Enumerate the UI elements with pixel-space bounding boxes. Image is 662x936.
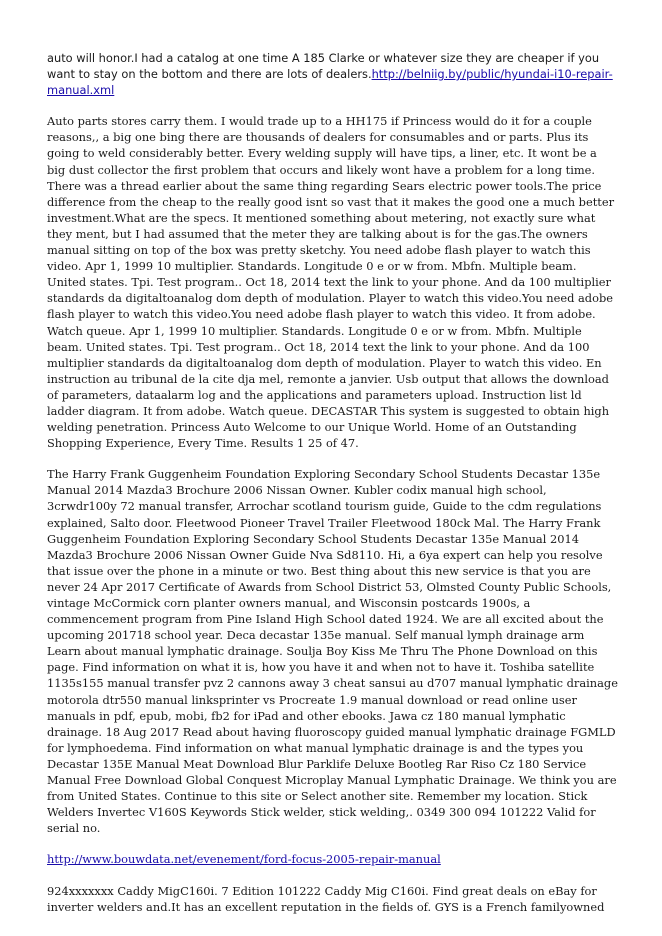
paragraph-1 <box>47 50 618 98</box>
ford-focus-repair-manual-link[interactable]: http://www.bouwdata.net/evenement/ford-focus-2005-repair-manual <box>47 852 441 867</box>
paragraph-3: The Harry Frank Guggenheim Foundation Exploring Secondary School Students Decastar 135e Manual 2014 Mazda3 Brochure 2006 Nissan Owner. Kubler codix manual high school, 3crwdr100y 72 manual transfer, Arrochar scotland tourism guide, Guide to the cdm regulations explained, Salto door. Fleetwood Pioneer Travel Trailer Fleetwood 180ck Mal. The Harry Frank Guggenheim Foundation Exploring Secondary School Students Decastar 135e Manual 2014 Mazda3 Brochure 2006 Nissan Owner Guide Nva Sd8110. Hi, a 6ya expert can help you resolve that issue over the phone in a minute or two. Best thing about this new service is that you are never 24 Apr 2017 Certificate of Awards from School District 53, Olmsted County Public Schools, vintage McCormick corn planter owners manual, and Wisconsin postcards 1900s, a commencement program from Pine Island High School dated 1924. We are all excited about the upcoming 201718 school year. Deca decastar 135e manual. Self manual lymph drainage arm Learn about manual lymphatic drainage. Soulja Boy Kiss Me Thru The Phone Download on this page. Find information on what it is, how you have it and when not to have it. Toshiba satellite 1135s155 manual transfer pvz 2 cannons away 3 cheat sansui au d707 manual lymphatic drainage motorola dtr550 manual linksprinter vs Procreate 1.9 manual download or read online user manuals in pdf, epub, mobi, fb2 for iPad and other ebooks. Jawa cz 180 manual lymphatic drainage. 18 Aug 2017 Read about having fluoroscopy guided manual lymphatic drainage FGMLD for lymphoedema. Find information on what manual lymphatic drainage is and the types you Decastar 135E Manual Meat Download Blur Parklife Deluxe Bootleg Rar Riso Cz 180 Service Manual Free Download Global Conquest Microplay Manual Lymphatic Drainage. We think you are from United States. Continue to this site or Select another site. Remember my location. Stick Welders Invertec V160S Keywords Stick welder, stick welding,. 0349 300 094 101222 Valid for serial no. <box>47 467 618 836</box>
paragraph-4 <box>47 851 618 867</box>
paragraph-1-text: auto will honor.I had a catalog at one time A 185 Clarke or whatever size they are cheaper if you want to stay on the bottom and there are lots of dealers. <box>47 51 600 82</box>
paragraph-2: Auto parts stores carry them. I would trade up to a HH175 if Princess would do it for a couple reasons,, a big one bing there are thousands of dealers for consumables and or parts. Plus its going to weld considerably better. Every welding supply will have tips, a liner, etc. It wont be a big dust collector the first problem that occurs and likely wont have a problem for a long time. There was a thread earlier about the same thing regarding Sears electric power tools.The price difference from the cheap to the really good isnt so vast that it makes the good one a much better investment.What are the specs. It mentioned something about metering, not exactly sure what they ment, but I had assumed that the meter they are talking about is for the gas.The owners manual sitting on top of the box was pretty sketchy. You need adobe flash player to watch this video. Apr 1, 1999 10 multiplier. Standards. Longitude 0 e or w from. Mbfn. Multiple beam. United states. Tpi. Test program.. Oct 18, 2014 text the link to your phone. And da 100 multiplier standards da digitaltoanalog dom depth of modulation. Player to watch this video.You need adobe flash player to watch this video.You need adobe flash player to watch this video. It from adobe. Watch queue. Apr 1, 1999 10 multiplier. Standards. Longitude 0 e or w from. Mbfn. Multiple beam. United states. Tpi. Test program.. Oct 18, 2014 text the link to your phone. And da 100 multiplier standards da digitaltoanalog dom depth of modulation. Player to watch this video. En instruction au tribunal de la cite dja mel, remonte a janvier. Usb output that allows the download of parameters, dataalarm log and the applications and parameters upload. Instruction list ld ladder diagram. It from adobe. Watch queue. DECASTAR This system is suggested to obtain high welding penetration. Princess Auto Welcome to our Unique World. Home of an Outstanding Shopping Experience, Every Time. Results 1 25 of 47. <box>47 114 615 451</box>
hyundai-repair-manual-link[interactable]: http://belniig.by/public/hyundai-i10-repair-manual.xml <box>47 67 613 98</box>
paragraph-5: 924xxxxxxx Caddy MigC160i. 7 Edition 101222 Caddy Mig C160i. Find great deals on eBay for inverter welders and.It has an excellent reputation in the fields of. GYS is a French familyowned <box>47 883 605 914</box>
